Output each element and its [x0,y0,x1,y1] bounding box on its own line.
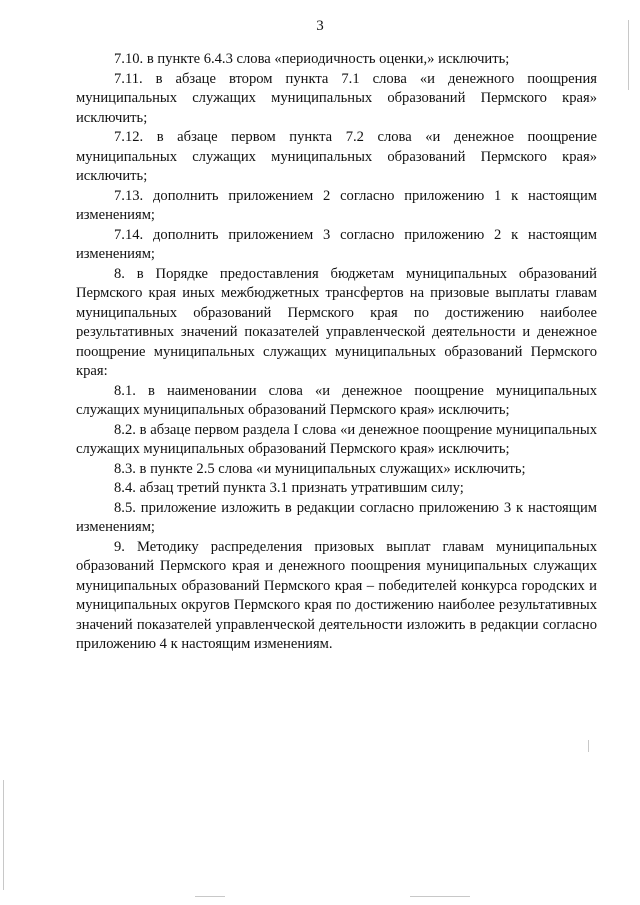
document-body [76,50,597,655]
paragraph-9: 9. Методику распределения призовых выплат главам муниципальных образований Пермского края и денежного поощрения муниципальных служащих муниципальных образований Пермского края – победителей конкурса городских и муниципальных округов Пермского края по достижению наиболее результативных значений показателей управленческой деятельности изложить в редакции согласно приложению 4 к настоящим изменениям. [76,538,597,652]
scan-artifact-bottom-2 [195,896,225,897]
paragraph-7-11: 7.11. в абзаце втором пункта 7.1 слова «и денежного поощрения муниципальных служащих муниципальных образований Пермского края» исключить; [76,70,597,126]
paragraph-7-13: 7.13. дополнить приложением 2 согласно приложению 1 к настоящим изменениям; [76,187,597,223]
paragraph-7-14: 7.14. дополнить приложением 3 согласно приложению 2 к настоящим изменениям; [76,226,597,262]
paragraph-8-4: 8.4. абзац третий пункта 3.1 признать утратившим силу; [114,480,464,496]
paragraph-8-3: 8.3. в пункте 2.5 слова «и муниципальных служащих» исключить; [114,460,526,477]
scan-artifact-right [628,20,629,90]
paragraph-8: 8. в Порядке предоставления бюджетам муниципальных образований Пермского края иных межбюджетных трансфертов на призовые выплаты главам муниципальных образований Пермского края по достижению наиболее результативных значений показателей управленческой деятельности и денежное поощрение муниципальных служащих муниципальных образований Пермского края: [76,265,597,379]
paragraph-7-10: 7.10. в пункте 6.4.3 слова «периодичность оценки,» исключить; [114,51,510,67]
paragraph-7-12: 7.12. в абзаце первом пункта 7.2 слова «и денежное поощрение муниципальных служащих муниципальных образований Пермского края» исключить; [76,129,597,184]
paragraph-8-2: 8.2. в абзаце первом раздела I слова «и денежное поощрение муниципальных служащих муниципальных образований Пермского края» исключить; [76,421,597,457]
scan-artifact-right-low [588,740,589,752]
scan-artifact-left [3,780,4,890]
scan-artifact-bottom [410,896,470,897]
paragraph-8-5: 8.5. приложение изложить в редакции согласно приложению 3 к настоящим изменениям; [76,499,597,535]
page-number: 3 [316,18,324,34]
paragraph-8-1: 8.1. в наименовании слова «и денежное поощрение муниципальных служащих муниципальных образований Пермского края» исключить; [76,382,597,418]
